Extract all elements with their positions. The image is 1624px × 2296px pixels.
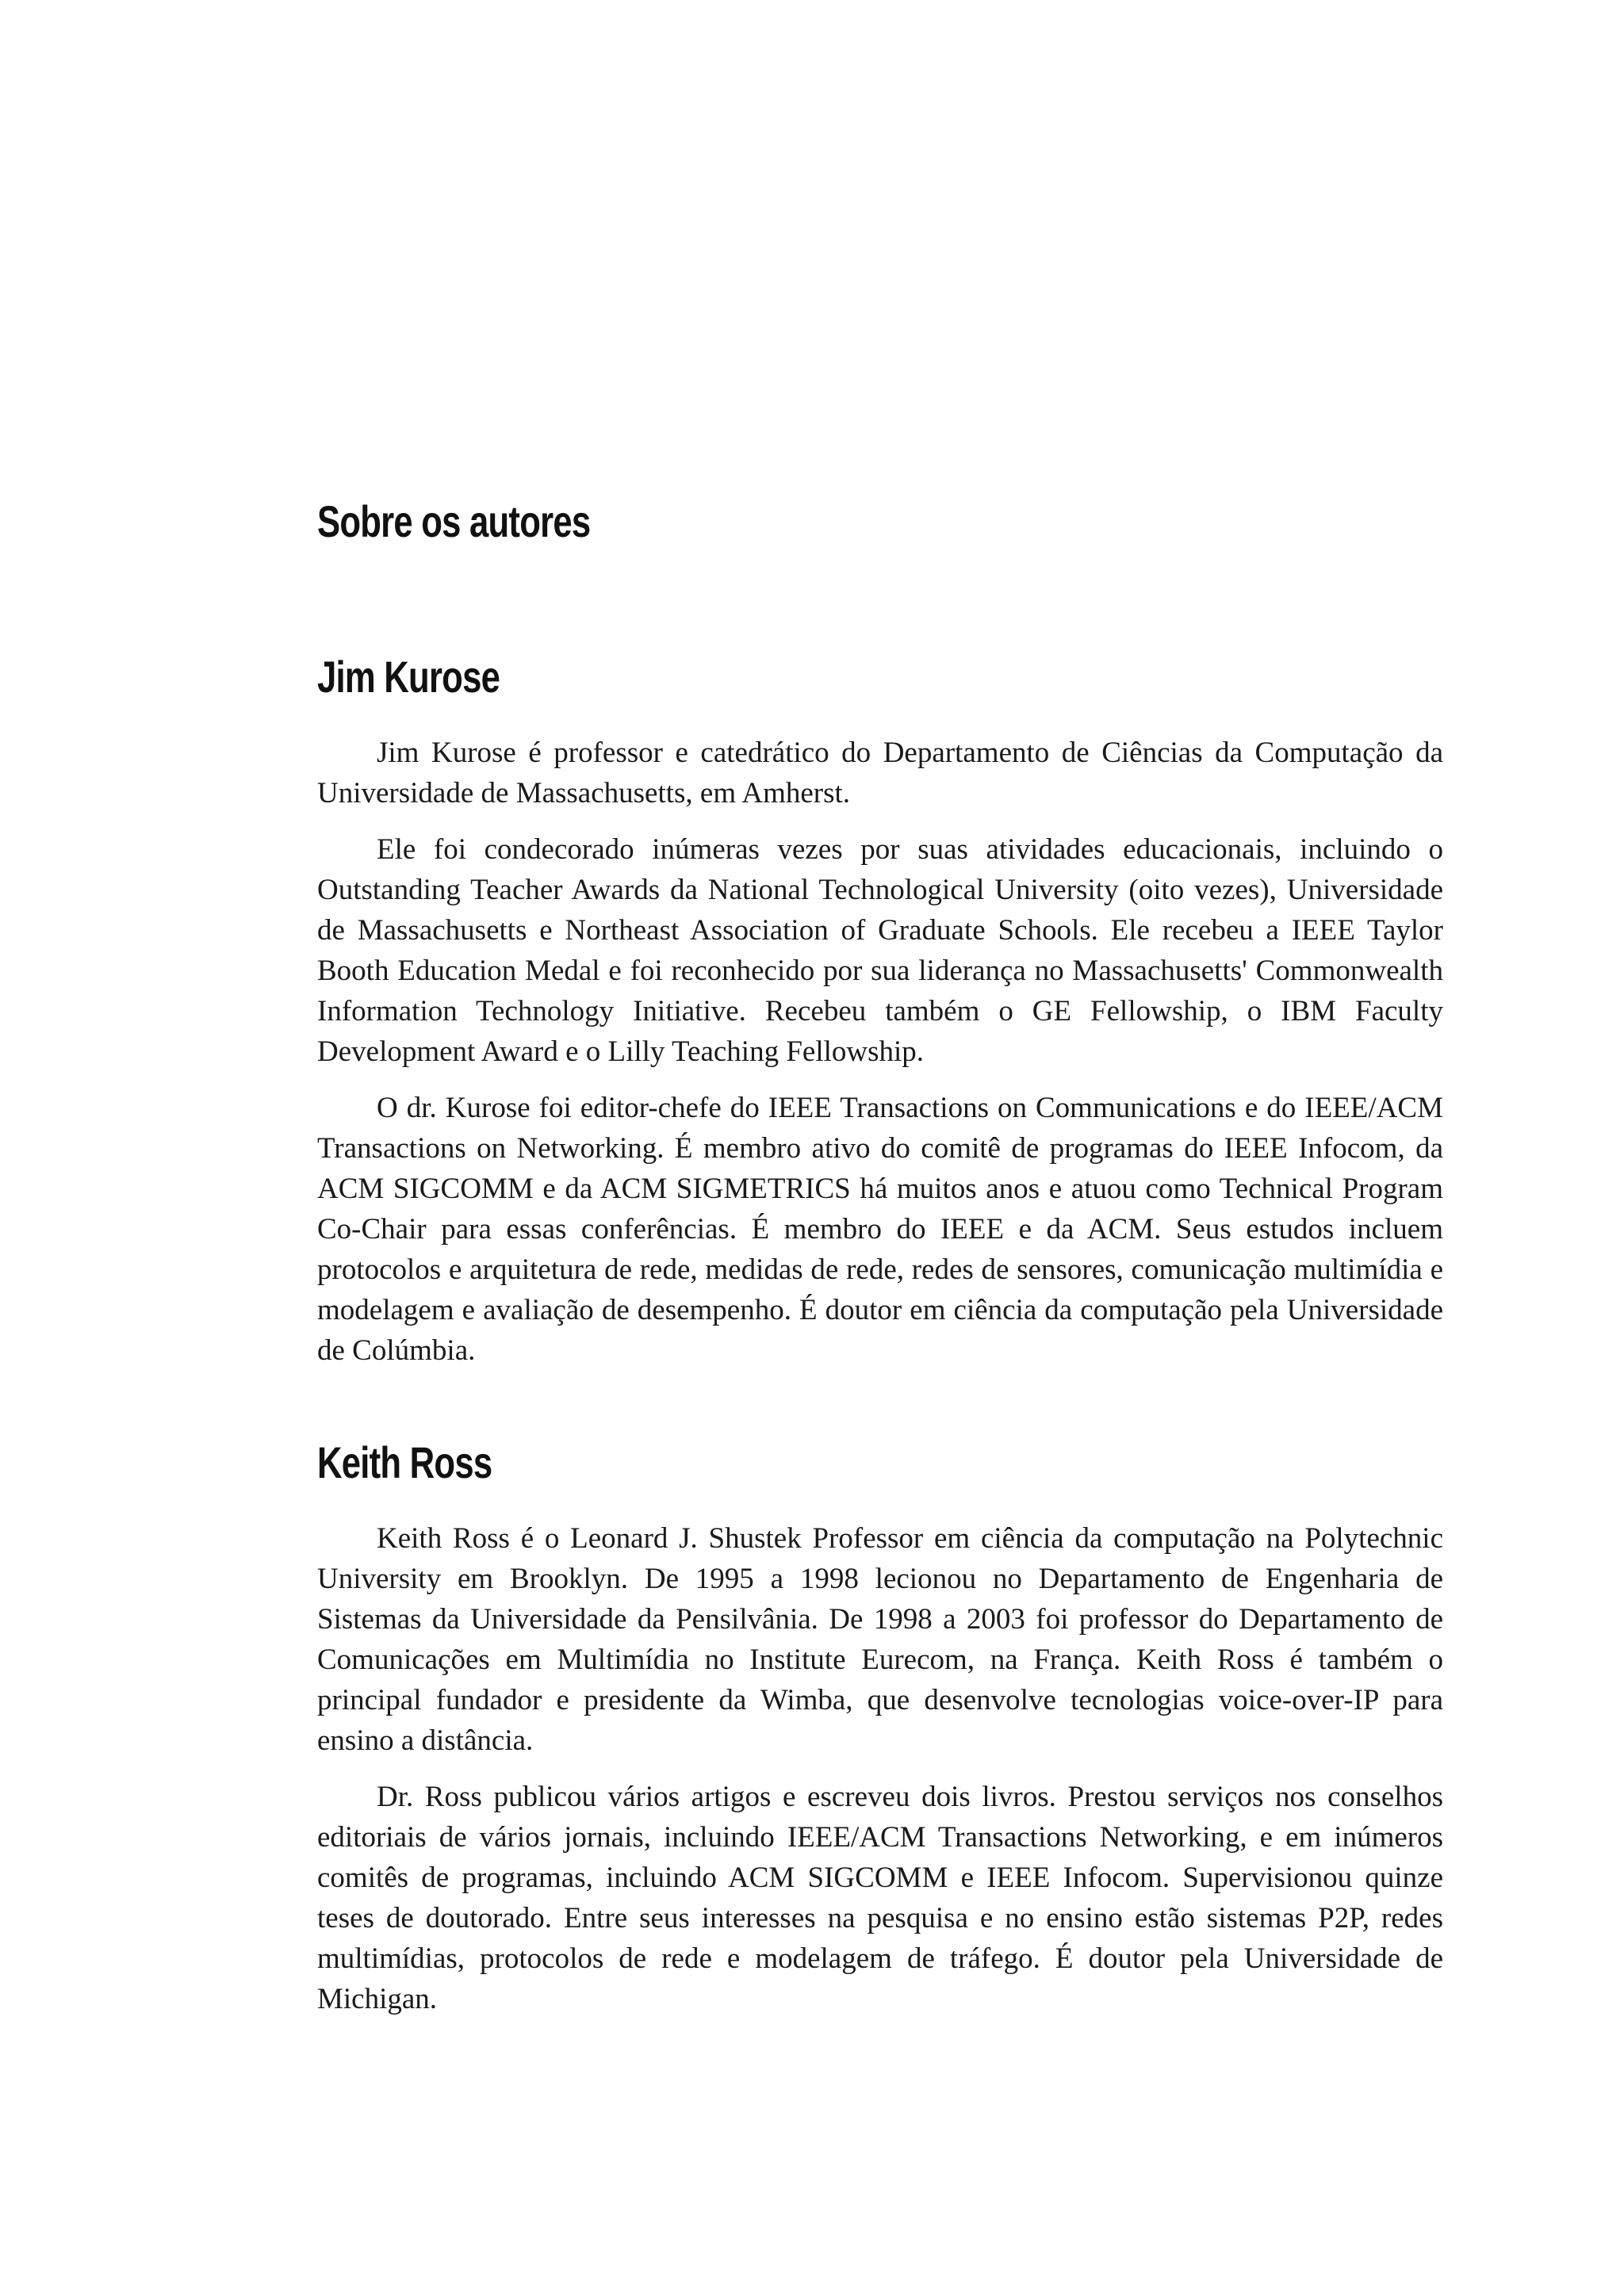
author-section-ross: [317, 1437, 1443, 2019]
bio-paragraph: Jim Kurose é professor e catedrático do Departamento de Ciências da Computação da Universidade de Massachusetts, em Amherst.: [317, 737, 1443, 809]
author-name: Keith Ross: [317, 1437, 492, 1487]
author-section-kurose: [317, 652, 1443, 1371]
author-bio: [317, 733, 1443, 1371]
author-name: Jim Kurose: [317, 652, 500, 702]
bio-paragraph: Dr. Ross publicou vários artigos e escreveu dois livros. Prestou serviços nos conselhos editoriais de vários jornais, incluindo IEEE/ACM Transactions Networking, e em inúmeros comitês de programas, incluindo ACM SIGCOMM e IEEE Infocom. Supervisionou quinze teses de doutorado. Entre seus interesses na pesquisa e no ensino estão sistemas P2P, redes multimídias, protocolos de rede e modelagem de tráfego. É doutor pela Universidade de Michigan.: [317, 1781, 1443, 2015]
page-content: [317, 496, 1443, 2035]
bio-paragraph: O dr. Kurose foi editor-chefe do IEEE Transactions on Communications e do IEEE/ACM Transactions on Networking. É membro ativo do comitê de programas do IEEE Infocom, da ACM SIGCOMM e da ACM SIGMETRICS há muitos anos e atuou como Technical Program Co-Chair para essas conferências. É membro do IEEE e da ACM. Seus estudos incluem protocolos e arquitetura de rede, medidas de rede, redes de sensores, comunicação multimídia e modelagem e avaliação de desempenho. É doutor em ciência da computação pela Universidade de Colúmbia.: [317, 1092, 1443, 1367]
bio-paragraph: Ele foi condecorado inúmeras vezes por suas atividades educacionais, incluindo o Outstanding Teacher Awards da National Technological University (oito vezes), Universidade de Massachusetts e Northeast Association of Graduate Schools. Ele recebeu a IEEE Taylor Booth Education Medal e foi reconhecido por sua liderança no Massachusetts' Commonwealth Information Technology Initiative. Recebeu também o GE Fellowship, o IBM Faculty Development Award e o Lilly Teaching Fellowship.: [317, 833, 1443, 1068]
author-bio: [317, 1518, 1443, 2019]
page-title: Sobre os autores: [317, 496, 591, 546]
bio-paragraph: Keith Ross é o Leonard J. Shustek Professor em ciência da computação na Polytechnic University em Brooklyn. De 1995 a 1998 lecionou no Departamento de Engenharia de Sistemas da Universidade da Pensilvânia. De 1998 a 2003 foi professor do Departamento de Comunicações em Multimídia no Institute Eurecom, na França. Keith Ross é também o principal fundador e presidente da Wimba, que desenvolve tecnologias voice-over-IP para ensino a distância.: [317, 1522, 1443, 1757]
